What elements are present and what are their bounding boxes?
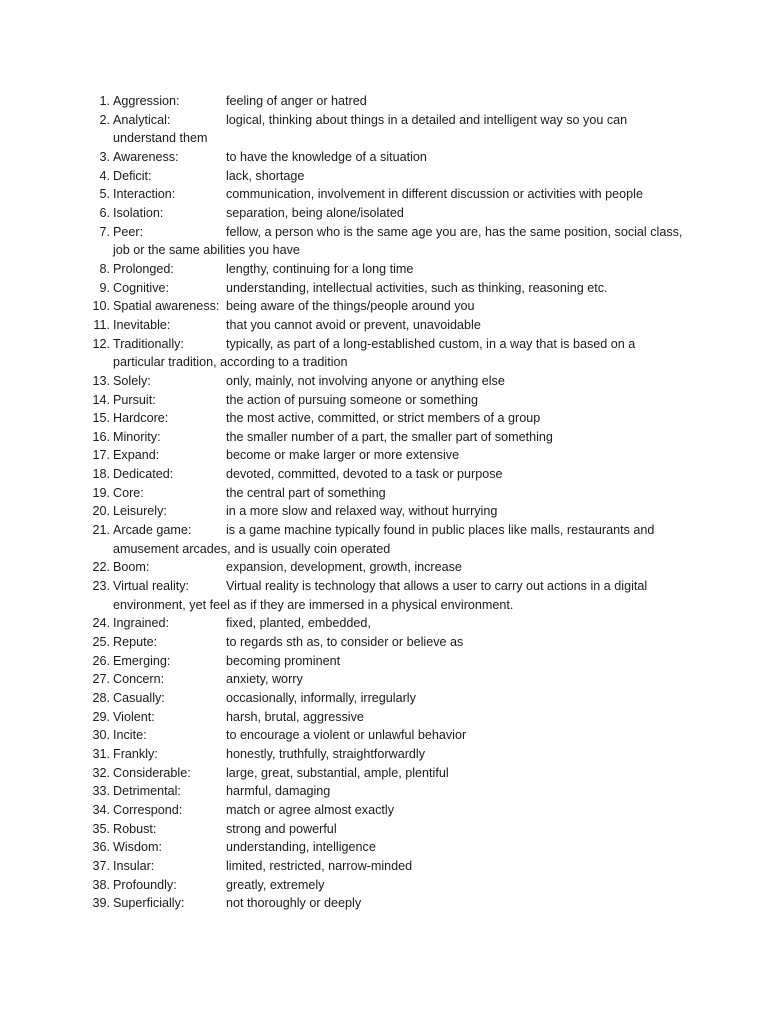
entry-term: Ingrained: bbox=[113, 616, 170, 631]
entry-definition: to encourage a violent or unlawful behavior bbox=[226, 728, 467, 743]
entry-definition: fixed, planted, embedded, bbox=[226, 616, 371, 631]
vocabulary-entry bbox=[88, 614, 688, 633]
entry-term: Emerging: bbox=[113, 653, 171, 668]
vocabulary-entry bbox=[88, 633, 688, 652]
entry-definition: is a game machine typically found in public places like malls, restaurants and amusement arcades, and is usually coin operated bbox=[113, 523, 655, 556]
entry-number: 31. bbox=[92, 746, 110, 761]
entry-term: Traditionally: bbox=[113, 336, 184, 351]
entry-definition: match or agree almost exactly bbox=[226, 802, 394, 817]
entry-number: 21. bbox=[92, 523, 110, 538]
entry-definition: becoming prominent bbox=[226, 653, 341, 668]
vocabulary-entry bbox=[88, 838, 688, 857]
entry-number: 27. bbox=[92, 672, 110, 687]
entry-definition: the central part of something bbox=[226, 485, 386, 500]
vocabulary-entry bbox=[88, 820, 688, 839]
entry-definition: expansion, development, growth, increase bbox=[226, 560, 462, 575]
entry-number: 9. bbox=[99, 280, 110, 295]
entry-number: 5. bbox=[99, 187, 110, 202]
entry-number: 8. bbox=[99, 261, 110, 276]
entry-number: 18. bbox=[92, 467, 110, 482]
entry-number: 37. bbox=[92, 858, 110, 873]
vocabulary-entry bbox=[88, 652, 688, 671]
entry-number: 26. bbox=[92, 653, 110, 668]
entry-definition: greatly, extremely bbox=[226, 877, 325, 892]
entry-term: Insular: bbox=[113, 858, 155, 873]
entry-term: Concern: bbox=[113, 672, 165, 687]
entry-definition: the most active, committed, or strict members of a group bbox=[226, 411, 541, 426]
entry-definition: harmful, damaging bbox=[226, 784, 331, 799]
entry-definition: become or make larger or more extensive bbox=[226, 448, 460, 463]
entry-number: 16. bbox=[92, 429, 110, 444]
entry-definition: only, mainly, not involving anyone or anything else bbox=[226, 373, 505, 388]
entry-definition: large, great, substantial, ample, plentiful bbox=[226, 765, 449, 780]
vocabulary-entry bbox=[88, 391, 688, 410]
entry-definition: to regards sth as, to consider or believe as bbox=[226, 635, 464, 650]
entry-number: 15. bbox=[92, 411, 110, 426]
entry-term: Isolation: bbox=[113, 205, 164, 220]
vocabulary-entry bbox=[88, 764, 688, 783]
entry-definition: lack, shortage bbox=[226, 168, 305, 183]
entry-number: 7. bbox=[99, 224, 110, 239]
vocabulary-entry bbox=[88, 204, 688, 223]
entry-term: Analytical: bbox=[113, 112, 171, 127]
entry-definition: the action of pursuing someone or something bbox=[226, 392, 479, 407]
entry-definition: not thoroughly or deeply bbox=[226, 896, 362, 911]
entry-term: Inevitable: bbox=[113, 317, 171, 332]
vocabulary-entry bbox=[88, 708, 688, 727]
vocabulary-entry bbox=[88, 670, 688, 689]
vocabulary-entry bbox=[88, 689, 688, 708]
entry-number: 36. bbox=[92, 840, 110, 855]
vocabulary-entry bbox=[88, 745, 688, 764]
entry-definition: honestly, truthfully, straightforwardly bbox=[226, 746, 426, 761]
entry-definition: logical, thinking about things in a detailed and intelligent way so you can understand them bbox=[113, 112, 628, 146]
entry-definition: occasionally, informally, irregularly bbox=[226, 691, 416, 705]
entry-term: Superficially: bbox=[113, 896, 185, 911]
vocabulary-entry bbox=[88, 577, 688, 614]
vocabulary-entry bbox=[88, 894, 688, 913]
vocabulary-entry bbox=[88, 260, 688, 279]
entry-definition: communication, involvement in different discussion or activities with people bbox=[226, 187, 643, 202]
entry-term: Correspond: bbox=[113, 802, 183, 817]
entry-definition: anxiety, worry bbox=[226, 672, 303, 687]
entry-number: 11. bbox=[93, 317, 110, 332]
entry-term: Robust: bbox=[113, 821, 157, 836]
entry-term: Cognitive: bbox=[113, 280, 170, 295]
vocabulary-entry bbox=[88, 857, 688, 876]
vocabulary-entry bbox=[88, 279, 688, 298]
vocabulary-entry bbox=[88, 111, 688, 148]
vocabulary-entry bbox=[88, 521, 688, 558]
vocabulary-entry bbox=[88, 335, 688, 372]
entry-term: Interaction: bbox=[113, 187, 176, 202]
entry-term: Violent: bbox=[113, 709, 155, 724]
entry-number: 20. bbox=[92, 504, 110, 519]
entry-number: 6. bbox=[99, 205, 110, 220]
entry-definition: in a more slow and relaxed way, without hurrying bbox=[226, 504, 498, 519]
entry-number: 39. bbox=[92, 896, 110, 911]
vocabulary-entry bbox=[88, 428, 688, 447]
entry-number: 29. bbox=[92, 709, 110, 724]
entry-number: 23. bbox=[92, 579, 110, 594]
entry-term: Detrimental: bbox=[113, 784, 181, 799]
entry-number: 35. bbox=[92, 821, 110, 836]
entry-term: Considerable: bbox=[113, 765, 191, 780]
entry-definition: understanding, intelligence bbox=[226, 840, 376, 855]
entry-term: Leisurely: bbox=[113, 504, 167, 519]
entry-number: 4. bbox=[99, 168, 110, 183]
entry-number: 30. bbox=[92, 728, 110, 743]
vocabulary-entry bbox=[88, 801, 688, 820]
entry-number: 13. bbox=[92, 373, 110, 388]
entry-number: 32. bbox=[92, 765, 110, 780]
entry-term: Wisdom: bbox=[113, 840, 162, 855]
vocabulary-entry bbox=[88, 558, 688, 577]
entry-definition: separation, being alone/isolated bbox=[226, 205, 404, 220]
entry-term: Dedicated: bbox=[113, 467, 174, 482]
entry-term: Solely: bbox=[113, 373, 151, 388]
entry-definition: that you cannot avoid or prevent, unavoidable bbox=[226, 317, 481, 332]
entry-definition: devoted, committed, devoted to a task or purpose bbox=[226, 467, 503, 482]
entry-number: 10. bbox=[92, 299, 110, 314]
vocabulary-entry bbox=[88, 185, 688, 204]
vocabulary-entry bbox=[88, 782, 688, 801]
entry-number: 22. bbox=[92, 560, 110, 575]
entry-number: 28. bbox=[92, 691, 110, 705]
entry-number: 12. bbox=[92, 336, 110, 351]
entry-term: Aggression: bbox=[113, 94, 180, 108]
entry-term: Deficit: bbox=[113, 168, 152, 183]
entry-definition: strong and powerful bbox=[226, 821, 337, 836]
entry-definition: limited, restricted, narrow-minded bbox=[226, 858, 413, 873]
entry-number: 14. bbox=[92, 392, 110, 407]
entry-term: Peer: bbox=[113, 224, 144, 239]
vocabulary-entry bbox=[88, 446, 688, 465]
entry-term: Core: bbox=[113, 485, 144, 500]
vocabulary-entry bbox=[88, 316, 688, 335]
vocabulary-entry bbox=[88, 409, 688, 428]
entry-number: 2. bbox=[99, 112, 110, 127]
entry-definition: typically, as part of a long-established custom, in a way that is based on a particular tradition, according to a tradition bbox=[113, 336, 636, 370]
entry-term: Awareness: bbox=[113, 149, 179, 164]
vocabulary-entry bbox=[88, 726, 688, 745]
entry-number: 38. bbox=[92, 877, 110, 892]
vocabulary-entry bbox=[88, 372, 688, 391]
entry-number: 1. bbox=[99, 94, 110, 108]
vocabulary-entry bbox=[88, 876, 688, 895]
entry-term: Virtual reality: bbox=[113, 579, 190, 594]
entry-definition: being aware of the things/people around you bbox=[226, 299, 475, 314]
entry-term: Incite: bbox=[113, 728, 147, 743]
entry-number: 34. bbox=[92, 802, 110, 817]
entry-term: Prolonged: bbox=[113, 261, 174, 276]
entry-term: Pursuit: bbox=[113, 392, 156, 407]
vocabulary-entry bbox=[88, 502, 688, 521]
entry-number: 3. bbox=[99, 149, 110, 164]
entry-term: Casually: bbox=[113, 691, 165, 705]
entry-term: Profoundly: bbox=[113, 877, 177, 892]
entry-definition: to have the knowledge of a situation bbox=[226, 149, 427, 164]
entry-number: 25. bbox=[92, 635, 110, 650]
entry-definition: understanding, intellectual activities, such as thinking, reasoning etc. bbox=[226, 280, 608, 295]
entry-definition: feeling of anger or hatred bbox=[226, 94, 367, 108]
entry-term: Arcade game: bbox=[113, 523, 192, 538]
entry-term: Frankly: bbox=[113, 746, 158, 761]
entry-term: Repute: bbox=[113, 635, 158, 650]
vocabulary-entry bbox=[88, 223, 688, 260]
vocabulary-list bbox=[88, 92, 688, 913]
entry-number: 24. bbox=[92, 616, 110, 631]
entry-definition: lengthy, continuing for a long time bbox=[226, 261, 414, 276]
entry-term: Minority: bbox=[113, 429, 161, 444]
vocabulary-entry bbox=[88, 484, 688, 503]
entry-term: Spatial awareness: bbox=[113, 299, 220, 314]
entry-number: 17. bbox=[92, 448, 110, 463]
entry-definition: the smaller number of a part, the smaller part of something bbox=[226, 429, 553, 444]
entry-number: 19. bbox=[92, 485, 110, 500]
entry-term: Hardcore: bbox=[113, 411, 169, 426]
entry-term: Boom: bbox=[113, 560, 150, 575]
entry-definition: harsh, brutal, aggressive bbox=[226, 709, 364, 724]
vocabulary-entry bbox=[88, 297, 688, 316]
entry-number: 33. bbox=[92, 784, 110, 799]
vocabulary-entry bbox=[88, 92, 688, 111]
entry-definition: Virtual reality is technology that allows a user to carry out actions in a digital environment, yet feel as if they are immersed in a physical environment. bbox=[113, 579, 648, 612]
entry-term: Expand: bbox=[113, 448, 160, 463]
entry-definition: fellow, a person who is the same age you are, has the same position, social class, job or the same abilities you have bbox=[113, 224, 683, 258]
vocabulary-entry bbox=[88, 167, 688, 186]
vocabulary-entry bbox=[88, 465, 688, 484]
vocabulary-entry bbox=[88, 148, 688, 167]
